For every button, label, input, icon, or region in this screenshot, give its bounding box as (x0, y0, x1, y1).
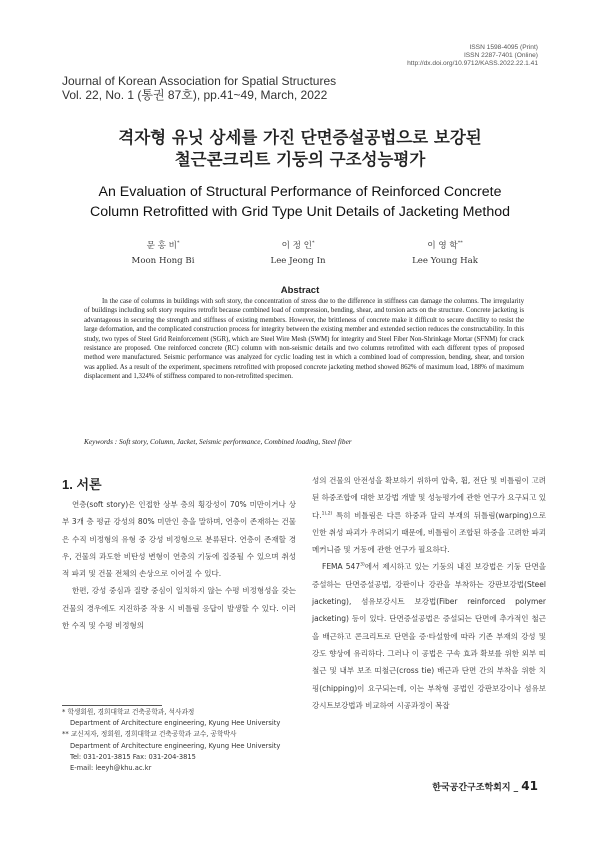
author-1-kr: 문 홍 비 (146, 240, 177, 251)
title-english-line2: Column Retrofitted with Grid Type Unit Details of Jacketing Method (89, 204, 511, 220)
right-para-1-b: 특히 비틀림은 다른 하중과 달리 부재의 뒤틀림(warping)으로 인한 취성 파괴가 우려되기 때문에, 비틀림이 조합된 하중을 고려한 파괴 메커니즘 및 거동에 관한 연구가 필요하다. (312, 510, 546, 555)
journal-name: Journal of Korean Association for Spatial Structures (62, 74, 337, 88)
footnote-divider (62, 705, 162, 706)
author-2-en: Lee Jeong In (270, 255, 326, 266)
footnote-email[interactable]: E-mail: leeyh@khu.ac.kr (70, 764, 152, 773)
author-3-mark: ** (457, 240, 463, 246)
left-column (62, 496, 296, 634)
footer-separator: _ (513, 783, 519, 793)
right-column (312, 472, 546, 714)
author-1-mark: * (176, 240, 180, 246)
doi-link[interactable]: http://dx.doi.org/10.9712/KASS.2022.22.1.41 (407, 60, 538, 67)
title-english-line1: An Evaluation of Structural Performance of Reinforced Concrete (98, 184, 502, 200)
author-2 (223, 236, 373, 269)
right-para-2 (312, 558, 546, 714)
section-1-heading: 1. 서론 (62, 477, 102, 492)
right-para-2-b: 에서 제시하고 있는 기둥의 내진 보강법은 기둥 단면을 증설하는 단면증설공법, 강판이나 강관을 부착하는 강판보강법(Steel jacketing), 섬유보강시트 보강법(Fiber reinforced polymer jacketing) 등이 있다. 단면증설공법은 증설되는 단면에 추가적인 철근을 배근하고 콘크리트로 단면을 증·타설함에 따라 기존 부재의 강성 및 강도 향상에 유리하다. 그러나 이 공법은 구속 효과 확보를 위한 외부 띠철근 및 내부 보조 띠철근(cross tie) 배근과 단면 간의 부착을 위한 치핑(chipping)이 요구되는데, 이는 부착형 공법인 강판보강이나 섬유보강시트보강법과 비교하여 시공과정이 복잡 (312, 562, 547, 710)
author-3 (370, 236, 520, 269)
title-korean-line1: 격자형 유닛 상세를 가진 단면증설공법으로 보강된 (118, 128, 482, 147)
title-english (0, 182, 600, 222)
abstract-heading: Abstract (280, 285, 320, 296)
title-korean (0, 127, 600, 171)
footnotes (62, 707, 296, 774)
author-1-en: Moon Hong Bi (131, 255, 195, 266)
ref-3: 3) (360, 562, 365, 568)
author-3-en: Lee Young Hak (412, 255, 478, 266)
journal-info (62, 74, 336, 102)
author-2-kr: 이 정 인 (281, 240, 312, 251)
footnote-1-dept: Department of Architecture engineering, Kyung Hee University (70, 719, 281, 728)
ref-1-2: 1),2) (321, 511, 333, 517)
footnote-1-label: * 학생회원, 경희대학교 건축공학과, 석사과정 (62, 708, 195, 716)
footnote-tel: Tel: 031-201-3815 Fax: 031-204-3815 (70, 752, 196, 761)
page-number: 41 (521, 779, 538, 793)
right-para-1 (312, 472, 546, 558)
author-1 (88, 236, 238, 269)
footer-journal: 한국공간구조학회지 (432, 783, 511, 793)
author-2-mark: * (311, 240, 315, 246)
page-footer (432, 779, 538, 793)
issn-online: ISSN 2287-7401 (Online) (463, 52, 538, 59)
right-para-1-a: 성의 건물의 안전성을 확보하기 위하여 압축, 휨, 전단 및 비틀림이 고려된 하중조합에 대한 보강법 개발 및 성능평가에 관한 연구가 요구되고 있다. (312, 476, 546, 520)
keywords: Keywords : Soft story, Column, Jacket, Seismic performance, Combined loading, Steel fiber (84, 437, 352, 446)
left-para-1: 연층(soft story)은 인접한 상부 층의 횡강성이 70% 미만이거나 상부 3개 층 평균 강성의 80% 미만인 층을 말하며, 연층이 존재하는 건물은 수직 비정형의 유형 중 강성 비정형으로 분류된다. 연층이 존재할 경우, 건물의 과도한 비탄성 변형이 연층의 기둥에 집중될 수 있으며 취성적 파괴 및 건물 전체의 손상으로 이어질 수 있다. (62, 500, 296, 579)
right-para-2-a: FEMA 547 (322, 562, 361, 572)
issn-print: ISSN 1598-4095 (Print) (469, 44, 538, 51)
title-korean-line2: 철근콘크리트 기둥의 구조성능평가 (174, 150, 426, 169)
author-3-kr: 이 영 학 (427, 240, 458, 251)
issn-block (407, 44, 538, 68)
volume-line: Vol. 22, No. 1 (통권 87호), pp.41~49, March, 2022 (62, 88, 328, 102)
left-para-2: 한편, 강성 중심과 질량 중심이 일치하지 않는 수평 비정형성을 갖는 건물의 경우에도 지진하중 작용 시 비틀림 응답이 발생할 수 있다. 이러한 수직 및 수평 비정형의 (62, 586, 296, 631)
abstract-text: In the case of columns in buildings with soft story, the concentration of stress due to the difference in stiffness can damage the columns. The irregularity of buildings including soft story requires retrofit because combined load of compression, bending, shear, and torsion acts on the structure. Concrete jacketing is advantageous in securing the strength and stiffness of existing members. However, the brittleness of concrete make it difficult to secure ductility to resist the large deformation, and the complicated construction process for integrity between the existing member and extended section reduces the constructability. In this study, two types of Steel Grid Reinforcement (SGR), which are Steel Wire Mesh (SWM) for integrity and Steel Fiber Non-Shrinkage Mortar (SFNM) for crack resistance are proposed. One reinforced concrete (RC) column with non-seismic details and two columns retrofitted with each different types of proposed method were manufactured. Seismic performance was analyzed for cyclic loading test in which a combined load of compression, bending, shear, and torsion was applied. As a result of the experiment, specimens retrofitted with proposed concrete jacketing method showed 862% of maximum load, 188% of maximum displacement and 1,324% of stiffness compared to non-retrofitted specimen. (84, 298, 524, 381)
footnote-2-label: ** 교신저자, 정회원, 경희대학교 건축공학과 교수, 공학박사 (62, 730, 237, 739)
footnote-2-dept: Department of Architecture engineering, Kyung Hee University (70, 741, 281, 750)
